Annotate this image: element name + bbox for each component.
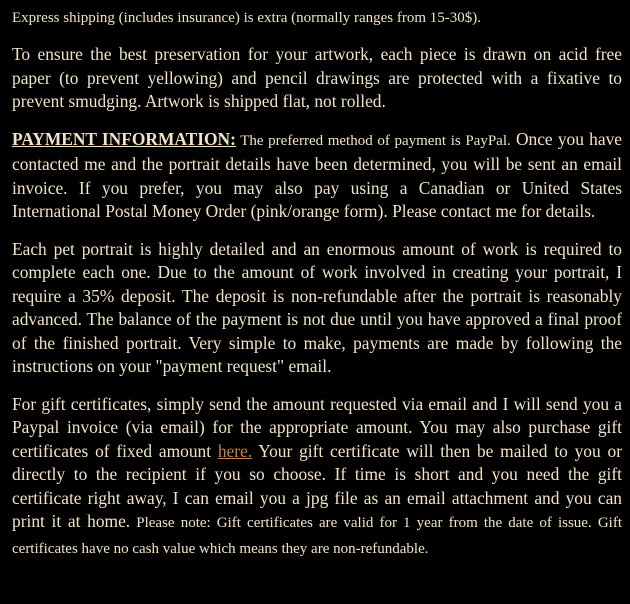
payment-paragraph [12,128,622,224]
payment-intro: The preferred method of payment is PayPal. [235,132,511,149]
gift-text-after-link: Your gift certificate will then be mailed to you or directly to the recipient if you so choose. If time is short and you need the gift certificate right away, I can email you a jpg file as an email attachment and you can print it at home. [12,440,622,531]
deposit-paragraph: Each pet portrait is highly detailed and an enormous amount of work is required to complete each one. Due to the amount of work involved in creating your portrait, I require a 35% deposit. The deposit is non-refundable after the portrait is reasonably advanced. The balance of the payment is not due until you have approved a final proof of the finished portrait. Very simple to make, payments are made by following the instructions on your "payment request" email. [12,238,622,376]
payment-heading: PAYMENT INFORMATION: [12,128,236,149]
preservation-paragraph: To ensure the best preservation for your artwork, each piece is drawn on acid free paper (to prevent yellowing) and pencil drawings are protected with a fixative to prevent smudging. Artwork is shipped flat, not rolled. [12,44,622,111]
gift-note: Please note: Gift certificates are valid for 1 year from the date of issue. Gift certificates have no cash value which means they are non-refundable. [12,515,622,557]
gift-certificate-link[interactable]: here. [217,440,253,461]
payment-body: Once you have contacted me and the portrait details have been determined, you will be sent an email invoice. If you prefer, you may also pay using a Canadian or United States International Postal Money Order (pink/orange form). Please contact me for details. [12,128,622,221]
shipping-note: Express shipping (includes insurance) is extra (normally ranges from 15-30$). [12,10,482,26]
gift-text-before-link: For gift certificates, simply send the amount requested via email and I will send you a Paypal invoice (via email) for the appropriate amount. You may also purchase gift certificates of fixed amount [12,393,622,461]
gift-paragraph [12,393,622,562]
